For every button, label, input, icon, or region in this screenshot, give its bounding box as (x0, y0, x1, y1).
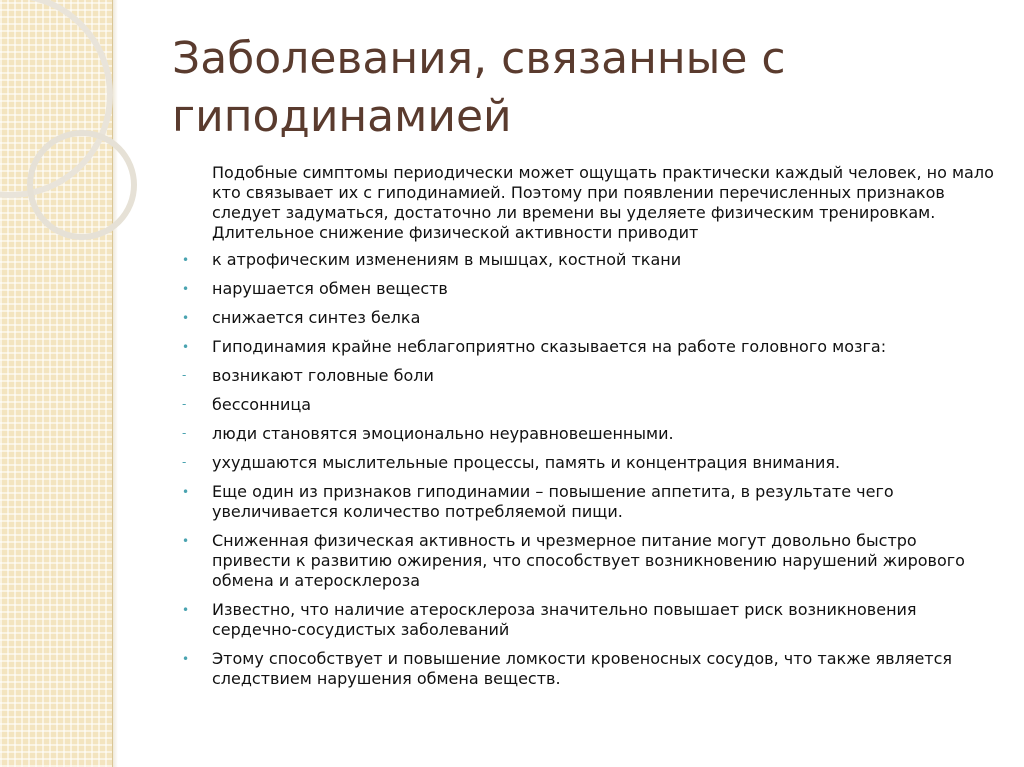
bullet-marker: • (182, 603, 190, 617)
list-item (176, 600, 996, 640)
bullet-marker: • (182, 485, 190, 499)
list-item (176, 366, 996, 386)
ring-small (30, 133, 134, 237)
list-item (176, 308, 996, 328)
list-item-text: ухудшаются мыслительные процессы, память и концентрация внимания. (212, 453, 841, 472)
list-item-text: люди становятся эмоционально неуравновешенными. (212, 424, 674, 443)
list-item (176, 424, 996, 444)
list-item-text: снижается синтез белка (212, 308, 421, 327)
dash-marker: - (182, 455, 187, 469)
ring-large (0, 0, 110, 195)
dash-marker: - (182, 426, 187, 440)
intro-paragraph: Подобные симптомы периодически может ощущать практически каждый человек, но мало кто связывает их с гиподинамией. Поэтому при появлении перечисленных признаков следует задуматься, достаточно ли времени вы уделяете физическим тренировкам. Длительное снижение физической активности приводит (212, 163, 994, 242)
list-item-text: Этому способствует и повышение ломкости кровеносных сосудов, что также является следствием нарушения обмена веществ. (212, 649, 953, 688)
list-item-text: нарушается обмен веществ (212, 279, 448, 298)
bullet-marker: • (182, 311, 190, 325)
list-item-text: бессонница (212, 395, 312, 414)
list-item (176, 453, 996, 473)
dash-marker: - (182, 368, 187, 382)
list-item-text: возникают головные боли (212, 366, 434, 385)
bullet-marker: • (182, 652, 190, 666)
decorative-rings (0, 0, 200, 260)
list-item-text: Сниженная физическая активность и чрезмерное питание могут довольно быстро привести к развитию ожирения, что способствует возникновению нарушений жирового обмена и атеросклероза (212, 531, 965, 590)
bullet-marker: • (182, 534, 190, 548)
list-item (176, 531, 996, 591)
list-item-text: Известно, что наличие атеросклероза значительно повышает риск возникновения сердечно-сосудистых заболеваний (212, 600, 917, 639)
list-item-text: Гиподинамия крайне неблагоприятно сказывается на работе головного мозга: (212, 337, 887, 356)
slide-content (176, 163, 996, 698)
list-item (176, 250, 996, 270)
list-item-text: Еще один из признаков гиподинамии – повышение аппетита, в результате чего увеличивается количество потребляемой пищи. (212, 482, 894, 521)
list-item (176, 649, 996, 689)
bullet-marker: • (182, 282, 190, 296)
dash-marker: - (182, 397, 187, 411)
bullet-marker: • (182, 253, 190, 267)
list-item (176, 279, 996, 299)
list-item (176, 337, 996, 357)
list-item-text: к атрофическим изменениям в мышцах, костной ткани (212, 250, 682, 269)
symptom-list (176, 250, 996, 689)
bullet-marker: • (182, 340, 190, 354)
list-item (176, 482, 996, 522)
list-item (176, 395, 996, 415)
slide-title: Заболевания, связанные с гиподинамией (172, 33, 786, 142)
